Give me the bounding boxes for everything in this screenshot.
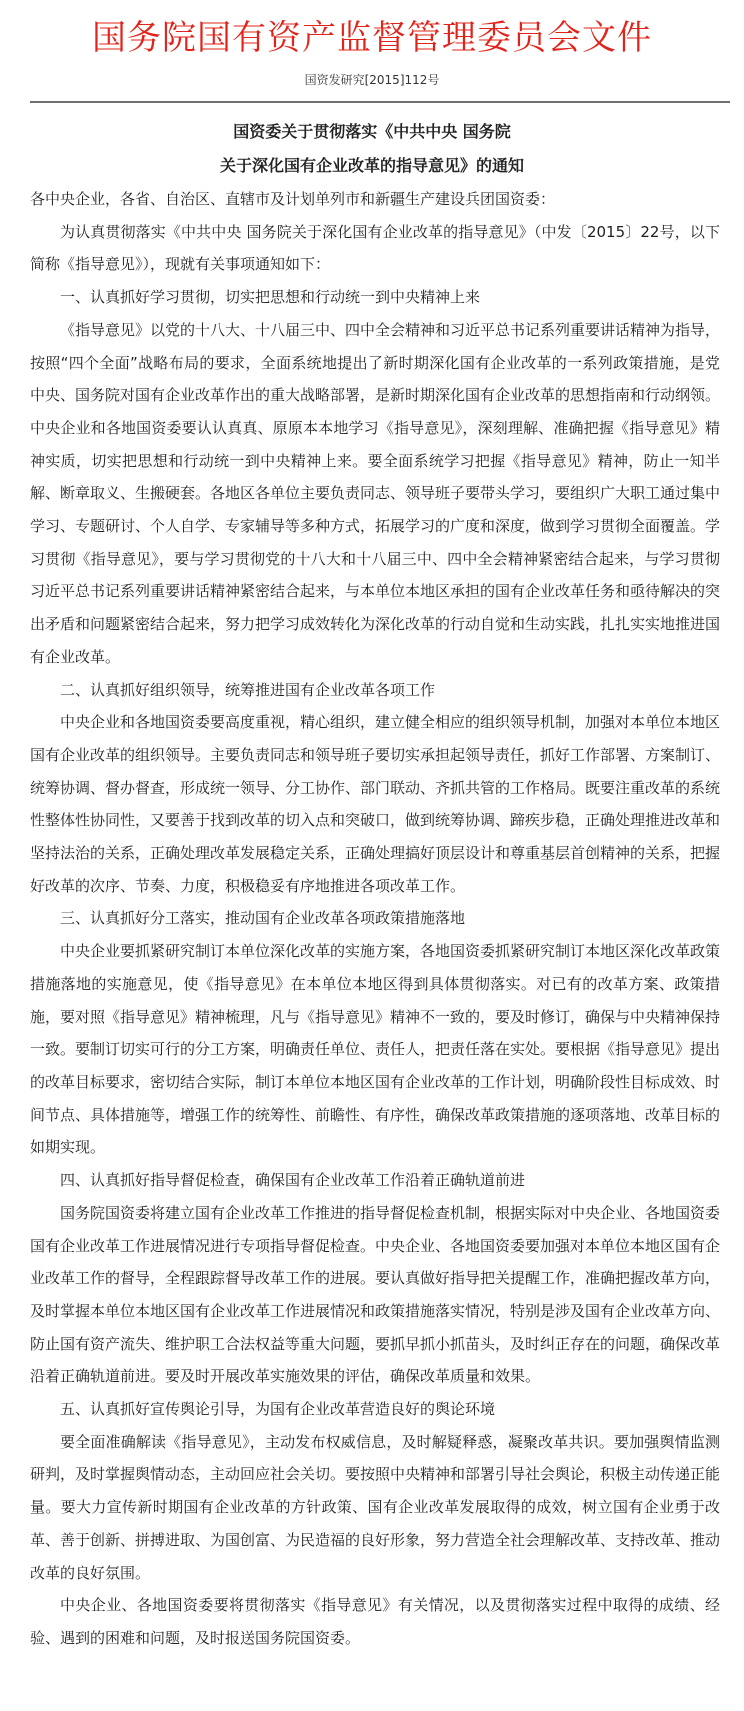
salutation: 各中央企业，各省、自治区、直辖市及计划单列市和新疆生产建设兵团国资委： xyxy=(30,190,556,208)
closing-paragraph: 中央企业、各地国资委要将贯彻落实《指导意见》有关情况，以及贯彻落实过程中取得的成绩、经验、遇到的困难和问题，及时报送国务院国资委。 xyxy=(30,1596,720,1647)
intro-paragraph: 为认真贯彻落实《中共中央 国务院关于深化国有企业改革的指导意见》（中发〔2015〕22号，以下简称《指导意见》），现就有关事项通知如下： xyxy=(30,222,720,274)
section-heading-2: 二、认真抓好组织领导，统筹推进国有企业改革各项工作 xyxy=(60,680,436,699)
section-heading-4: 四、认真抓好指导督促检查，确保国有企业改革工作沿着正确轨道前进 xyxy=(60,1171,526,1190)
masthead-title: 国务院国有资产监督管理委员会文件 xyxy=(92,18,652,58)
section-heading-1: 一、认真抓好学习贯彻，切实把思想和行动统一到中央精神上来 xyxy=(60,288,481,307)
notice-title-line-2: 关于深化国有企业改革的指导意见》的通知 xyxy=(219,156,524,175)
section-heading-3: 三、认真抓好分工落实，推动国有企业改革各项政策措施落地 xyxy=(60,909,466,928)
notice-body xyxy=(30,183,720,1655)
document-number: 国资发研究[2015]112号 xyxy=(304,73,440,87)
section-text-4: 国务院国资委将建立国有企业改革工作推进的指导督促检查机制，根据实际对中央企业、各地国资委国有企业改革工作进展情况进行专项指导督促检查。中央企业、各地国资委要加强对本单位本地区国有企业改革工作的督导，全程跟踪督导改革工作的进展。要认真做好指导把关提醒工作，准确把握改革方向，及时掌握本单位本地区国有企业改革工作进展情况和政策措施落实情况，特别是涉及国有企业改革方向、防止国有资产流失、维护职工合法权益等重大问题，要抓早抓小抓苗头，及时纠正存在的问题，确保改革沿着正确轨道前进。要及时开展改革实施效果的评估，确保改革质量和效果。 xyxy=(30,1203,721,1386)
section-text-3: 中央企业要抓紧研究制订本单位深化改革的实施方案，各地国资委抓紧研究制订本地区深化改革政策措施落地的实施意见，使《指导意见》在本单位本地区得到具体贯彻落实。对已有的改革方案、政策措施，要对照《指导意见》精神梳理，凡与《指导意见》精神不一致的，要及时修订，确保与中央精神保持一致。要制订切实可行的分工方案，明确责任单位、责任人，把责任落在实处。要根据《指导意见》提出的改革目标要求，密切结合实际，制订本单位本地区国有企业改革的工作计划，明确阶段性目标成效、时间节点、具体措施等，增强工作的统筹性、前瞻性、有序性，确保改革政策措施的逐项落地、改革目标的如期实现。 xyxy=(30,942,721,1157)
section-text-2: 中央企业和各地国资委要高度重视，精心组织，建立健全相应的组织领导机制，加强对本单位本地区国有企业改革的组织领导。主要负责同志和领导班子要切实承担起领导责任，抓好工作部署、方案制订、统筹协调、督办督查，形成统一领导、分工协作、部门联动、齐抓共管的工作格局。既要注重改革的系统性整体性协同性，又要善于找到改革的切入点和突破口，做到统筹协调、蹄疾步稳，正确处理推进改革和坚持法治的关系，正确处理改革发展稳定关系，正确处理搞好顶层设计和尊重基层首创精神的关系，把握好改革的次序、节奏、力度，积极稳妥有序地推进各项改革工作。 xyxy=(30,713,721,895)
header-divider xyxy=(30,101,730,103)
notice-title-line-1: 国资委关于贯彻落实《中共中央 国务院 xyxy=(233,122,511,141)
section-text-1: 《指导意见》以党的十八大、十八届三中、四中全会精神和习近平总书记系列重要讲话精神为指导，按照“四个全面”战略布局的要求，全面系统地提出了新时期深化国有企业改革的一系列政策措施，是党中央、国务院对国有企业改革作出的重大战略部署，是新时期深化国有企业改革的思想指南和行动纲领。中央企业和各地国资委要认认真真、原原本本地学习《指导意见》，深刻理解、准确把握《指导意见》精神实质，切实把思想和行动统一到中央精神上来。要全面系统学习把握《指导意见》精神，防止一知半解、断章取义、生搬硬套。各地区各单位主要负责同志、领导班子要带头学习，要组织广大职工通过集中学习、专题研讨、个人自学、专家辅导等多种方式，拓展学习的广度和深度，做到学习贯彻全面覆盖。学习贯彻《指导意见》，要与学习贯彻党的十八大和十八届三中、四中全会精神紧密结合起来，与学习贯彻习近平总书记系列重要讲话精神紧密结合起来，与本单位本地区承担的国有企业改革任务和亟待解决的突出矛盾和问题紧密结合起来，努力把学习成效转化为深化改革的行动自觉和生动实践，扎扎实实地推进国有企业改革。 xyxy=(30,320,721,666)
section-text-5: 要全面准确解读《指导意见》，主动发布权威信息，及时解疑释惑，凝聚改革共识。要加强舆情监测研判，及时掌握舆情动态，主动回应社会关切。要按照中央精神和部署引导社会舆论，积极主动传递正能量。要大力宣传新时期国有企业改革的方针政策、国有企业改革发展取得的成效，树立国有企业勇于改革、善于创新、拼搏进取、为国创富、为民造福的良好形象，努力营造全社会理解改革、支持改革、推动改革的良好氛围。 xyxy=(30,1432,721,1582)
section-heading-5: 五、认真抓好宣传舆论引导，为国有企业改革营造良好的舆论环境 xyxy=(60,1400,496,1419)
